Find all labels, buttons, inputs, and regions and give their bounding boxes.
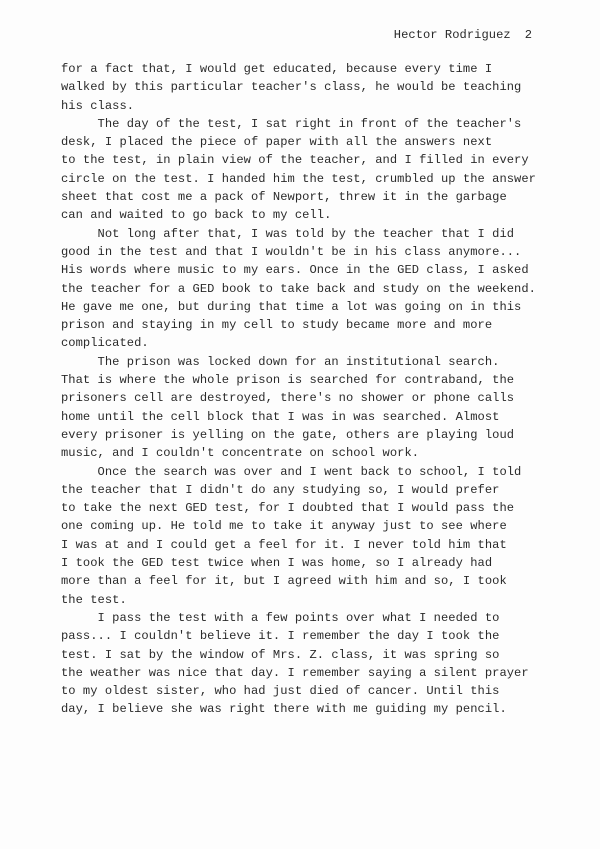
body-text	[61, 60, 571, 719]
text-line: circle on the test. I handed him the test, crumbled up the answer	[61, 171, 536, 186]
text-line: sheet that cost me a pack of Newport, threw it in the garbage	[61, 190, 507, 205]
text-line: I pass the test with a few points over what I needed to	[61, 610, 500, 625]
text-line: prisoners cell are destroyed, there's no shower or phone calls	[61, 391, 515, 406]
text-line: good in the test and that I wouldn't be in his class anymore...	[61, 244, 522, 259]
text-line: to my oldest sister, who had just died of cancer. Until this	[61, 684, 500, 699]
page-number: 2	[524, 28, 532, 42]
text-line: home until the cell block that I was in was searched. Almost	[61, 409, 500, 424]
text-line: He gave me one, but during that time a lot was going on in this	[61, 299, 522, 314]
text-line: music, and I couldn't concentrate on school work.	[61, 446, 420, 461]
text-line: pass... I couldn't believe it. I remember the day I took the	[61, 629, 500, 644]
text-line: walked by this particular teacher's class, he would be teaching	[61, 80, 522, 95]
text-line: desk, I placed the piece of paper with all the answers next	[61, 135, 493, 150]
text-line: I was at and I could get a feel for it. I never told him that	[61, 537, 507, 552]
text-line: to take the next GED test, for I doubted that I would pass the	[61, 501, 515, 516]
text-line: for a fact that, I would get educated, because every time I	[61, 62, 493, 76]
text-line: can and waited to go back to my cell.	[61, 208, 332, 223]
text-line: the test.	[61, 592, 127, 607]
text-line: day, I believe she was right there with me guiding my pencil.	[61, 702, 507, 717]
text-line: prison and staying in my cell to study became more and more	[61, 318, 493, 333]
text-line: the teacher that I didn't do any studying so, I would prefer	[61, 482, 500, 497]
text-line: Not long after that, I was told by the teacher that I did	[61, 226, 515, 241]
text-line: His words where music to my ears. Once in the GED class, I asked	[61, 263, 529, 278]
text-line: to the test, in plain view of the teacher, and I filled in every	[61, 153, 529, 168]
text-line: The prison was locked down for an institutional search.	[61, 354, 500, 369]
text-line: I took the GED test twice when I was home, so I already had	[61, 556, 493, 571]
text-line: every prisoner is yelling on the gate, others are playing loud	[61, 427, 515, 442]
text-line: the weather was nice that day. I remember saying a silent prayer	[61, 665, 529, 680]
text-line: the teacher for a GED book to take back and study on the weekend.	[61, 281, 536, 296]
page-header	[394, 28, 532, 42]
text-line: his class.	[61, 98, 135, 113]
text-line: Once the search was over and I went back to school, I told	[61, 464, 522, 479]
text-line: complicated.	[61, 336, 149, 351]
text-line: test. I sat by the window of Mrs. Z. class, it was spring so	[61, 647, 500, 662]
text-line: The day of the test, I sat right in front of the teacher's	[61, 116, 522, 131]
author-name: Hector Rodriguez	[393, 28, 511, 42]
text-line: That is where the whole prison is searched for contraband, the	[61, 373, 515, 388]
text-line: more than a feel for it, but I agreed with him and so, I took	[61, 574, 507, 589]
text-line: one coming up. He told me to take it anyway just to see where	[61, 519, 507, 534]
